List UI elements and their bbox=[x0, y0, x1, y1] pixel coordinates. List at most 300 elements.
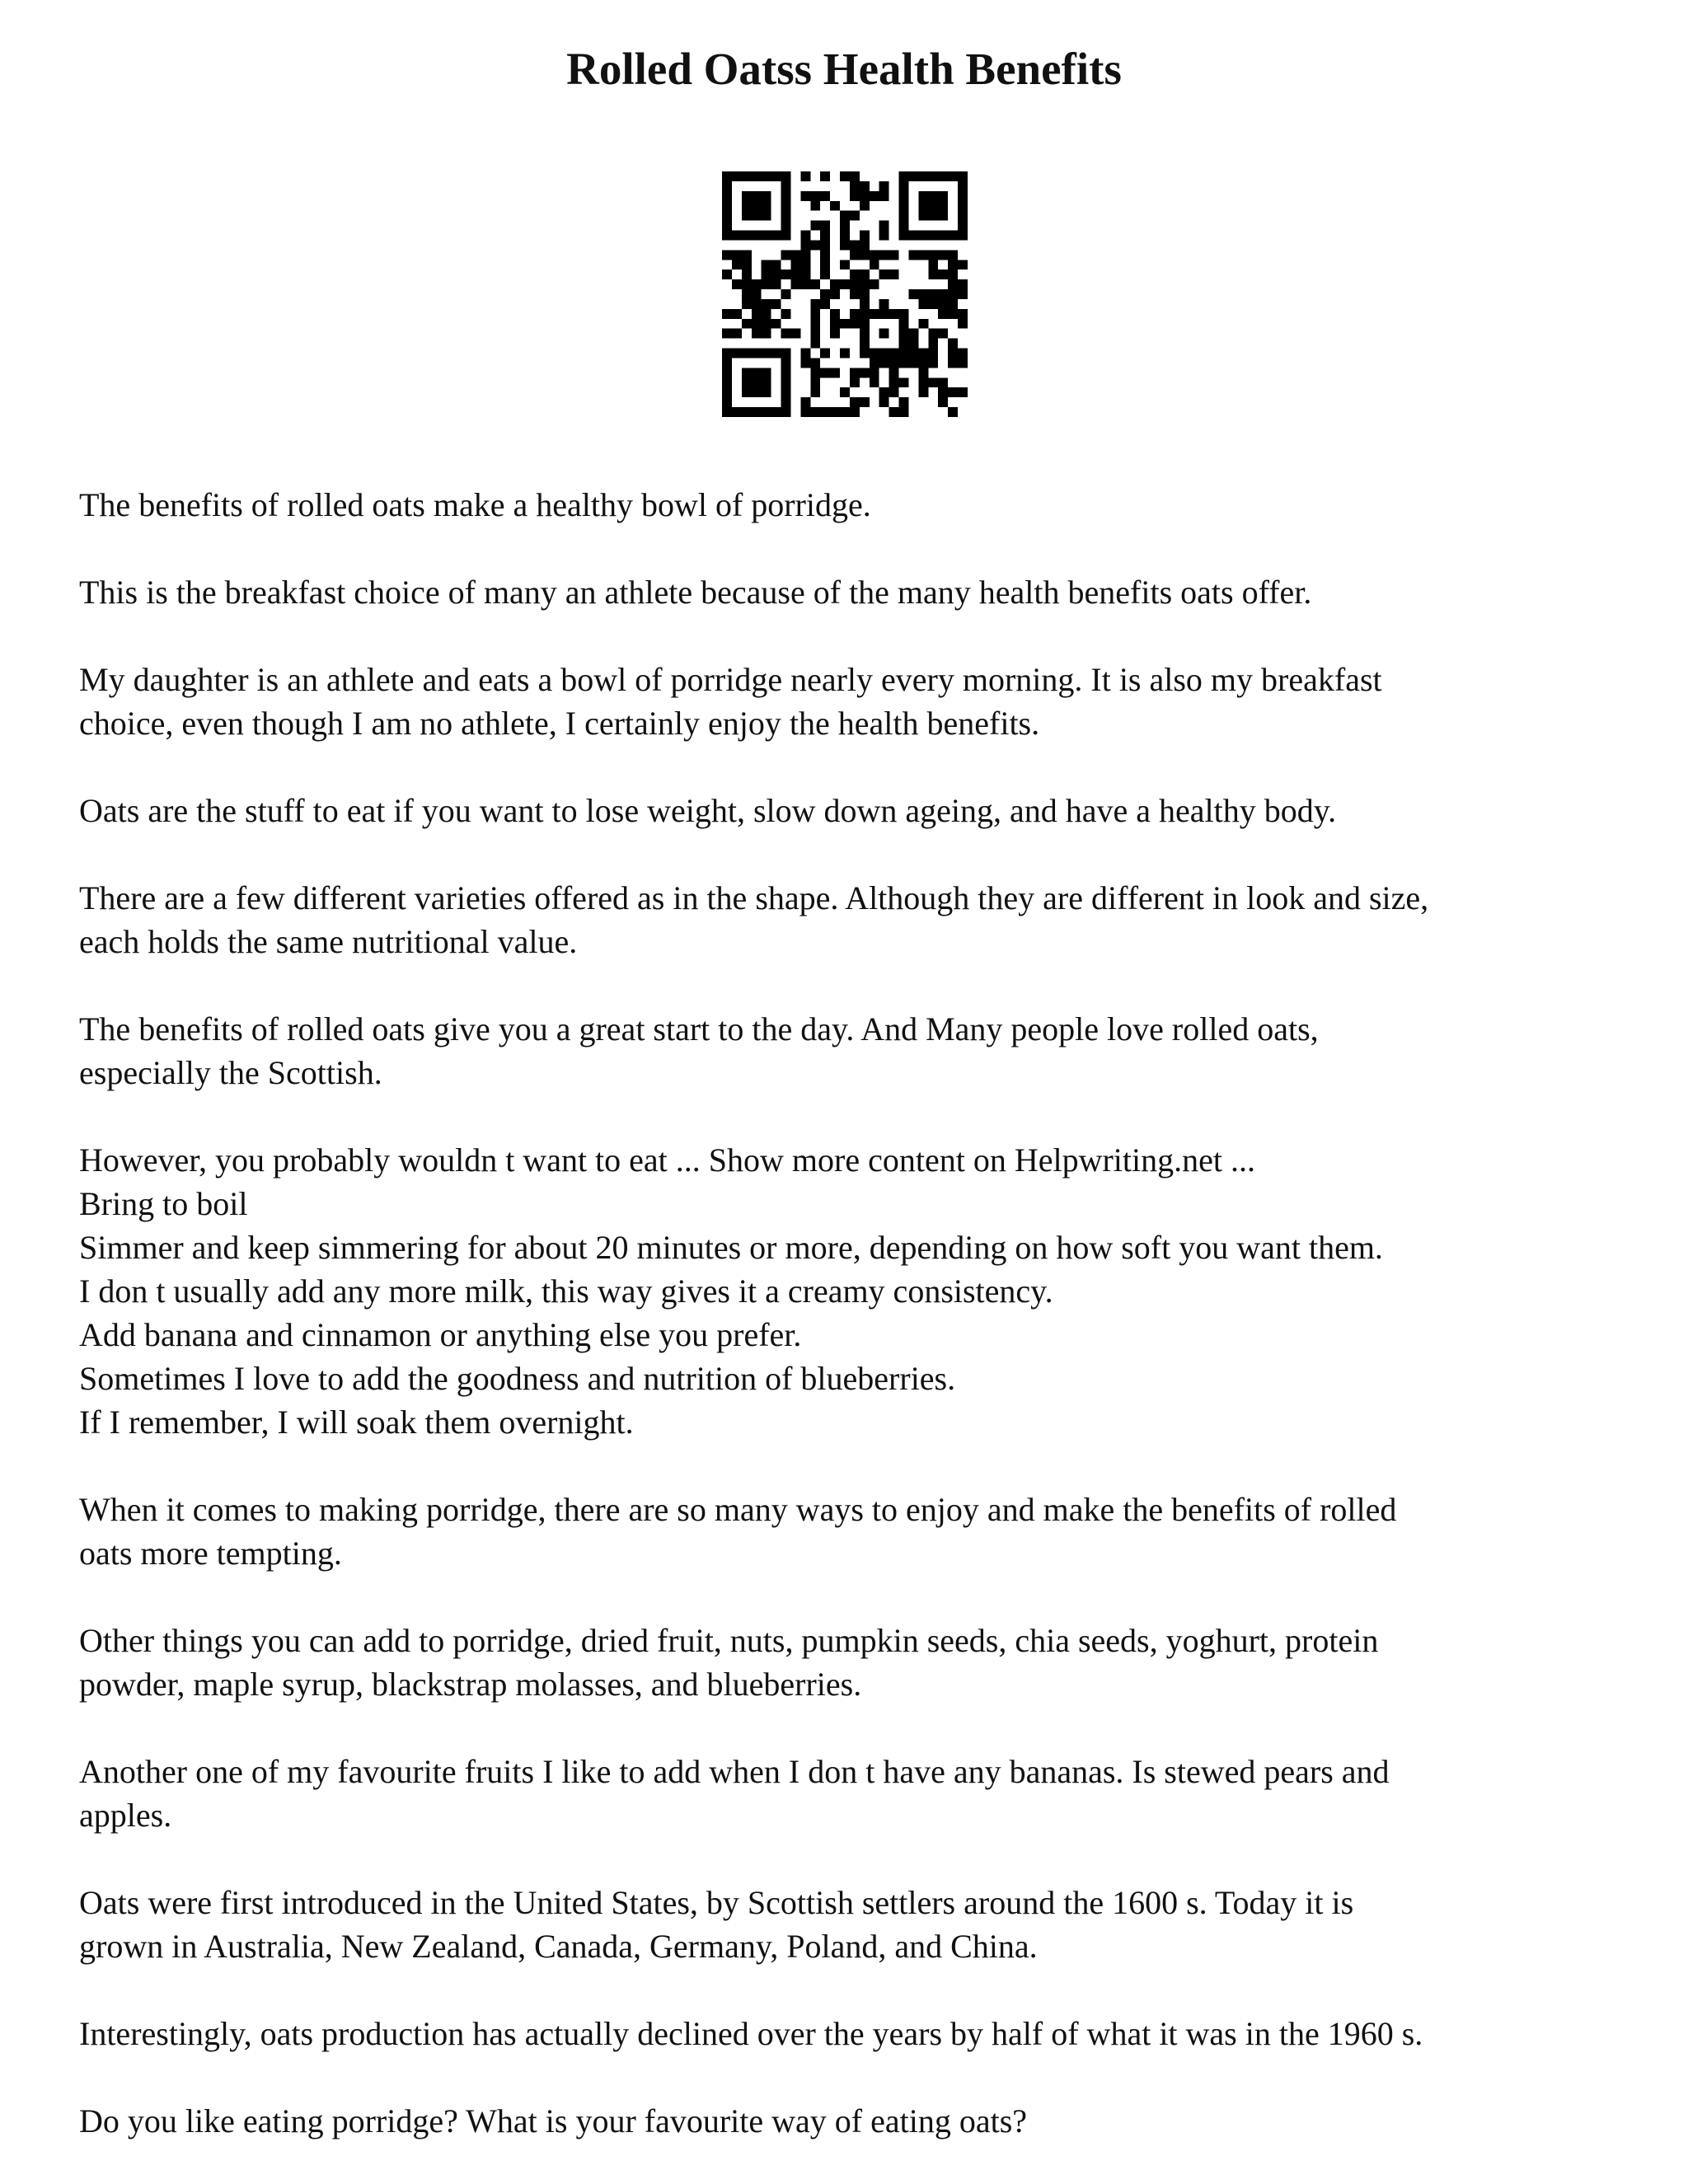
qr-module bbox=[771, 279, 781, 289]
qr-module bbox=[722, 349, 732, 359]
qr-module bbox=[958, 260, 968, 269]
qr-module bbox=[870, 279, 879, 289]
qr-module bbox=[918, 368, 928, 377]
qr-module bbox=[781, 397, 791, 407]
qr-module bbox=[889, 250, 899, 260]
qr-module bbox=[850, 319, 860, 329]
qr-module bbox=[889, 309, 899, 319]
qr-module bbox=[781, 387, 791, 397]
qr-module bbox=[810, 329, 820, 339]
qr-module bbox=[938, 397, 948, 407]
qr-module bbox=[781, 171, 791, 181]
qr-module bbox=[752, 211, 762, 221]
qr-module bbox=[889, 368, 899, 377]
qr-module bbox=[752, 407, 762, 417]
qr-module bbox=[958, 211, 968, 221]
qr-module bbox=[781, 349, 791, 359]
qr-module bbox=[918, 231, 928, 241]
qr-module bbox=[850, 407, 860, 417]
qr-module bbox=[938, 231, 948, 241]
qr-module bbox=[781, 368, 791, 377]
qr-module bbox=[879, 221, 889, 231]
qr-module bbox=[860, 397, 870, 407]
qr-module bbox=[722, 171, 732, 181]
qr-module bbox=[850, 171, 860, 181]
qr-module bbox=[830, 368, 840, 377]
qr-module bbox=[752, 387, 762, 397]
qr-module bbox=[771, 171, 781, 181]
qr-module bbox=[781, 191, 791, 201]
qr-module bbox=[830, 201, 840, 211]
qr-module bbox=[928, 250, 938, 260]
qr-module bbox=[938, 191, 948, 201]
qr-module bbox=[781, 269, 791, 279]
qr-module bbox=[889, 349, 899, 359]
qr-module bbox=[752, 289, 762, 299]
article-body bbox=[79, 483, 1629, 2143]
qr-module bbox=[752, 201, 762, 211]
qr-module bbox=[781, 250, 791, 260]
qr-module bbox=[928, 231, 938, 241]
qr-module bbox=[762, 279, 771, 289]
qr-module bbox=[948, 279, 958, 289]
qr-module bbox=[908, 358, 918, 368]
qr-module bbox=[918, 211, 928, 221]
qr-module bbox=[762, 407, 771, 417]
qr-module bbox=[781, 231, 791, 241]
qr-module bbox=[948, 339, 958, 349]
qr-module bbox=[928, 329, 938, 339]
qr-module bbox=[820, 240, 830, 250]
qr-module bbox=[938, 250, 948, 260]
qr-module bbox=[958, 181, 968, 191]
qr-module bbox=[742, 191, 752, 201]
qr-module bbox=[870, 377, 879, 387]
qr-module bbox=[948, 387, 958, 397]
qr-module bbox=[820, 171, 830, 181]
qr-module bbox=[860, 231, 870, 241]
qr-module bbox=[830, 319, 840, 329]
paragraph: Oats are the stuff to eat if you want to lose weight, slow down ageing, and have a healthy body. bbox=[79, 792, 1337, 829]
qr-module bbox=[820, 260, 830, 269]
qr-module bbox=[948, 358, 958, 368]
qr-module bbox=[840, 221, 850, 231]
qr-module bbox=[722, 201, 732, 211]
qr-module bbox=[889, 407, 899, 417]
qr-module bbox=[752, 377, 762, 387]
qr-module bbox=[732, 407, 742, 417]
qr-module bbox=[742, 250, 752, 260]
qr-module bbox=[800, 260, 810, 269]
qr-module bbox=[860, 299, 870, 309]
qr-module bbox=[860, 339, 870, 349]
qr-module bbox=[850, 269, 860, 279]
qr-module bbox=[958, 201, 968, 211]
qr-module bbox=[908, 329, 918, 339]
qr-module bbox=[722, 368, 732, 377]
qr-module bbox=[918, 319, 928, 329]
qr-module bbox=[850, 309, 860, 319]
qr-module bbox=[850, 377, 860, 387]
qr-module bbox=[732, 171, 742, 181]
qr-module bbox=[781, 407, 791, 417]
qr-module bbox=[762, 260, 771, 269]
qr-module bbox=[771, 349, 781, 359]
qr-module bbox=[722, 407, 732, 417]
qr-module bbox=[899, 329, 909, 339]
qr-module bbox=[860, 191, 870, 201]
qr-module bbox=[879, 231, 889, 241]
qr-module bbox=[948, 250, 958, 260]
qr-module bbox=[762, 349, 771, 359]
qr-module bbox=[790, 269, 800, 279]
qr-module bbox=[762, 387, 771, 397]
qr-module bbox=[722, 211, 732, 221]
qr-module bbox=[810, 407, 820, 417]
qr-module bbox=[742, 201, 752, 211]
qr-module bbox=[870, 309, 879, 319]
qr-module bbox=[800, 349, 810, 359]
qr-module bbox=[870, 260, 879, 269]
qr-module bbox=[820, 368, 830, 377]
qr-module bbox=[752, 349, 762, 359]
qr-module bbox=[722, 231, 732, 241]
qr-module bbox=[850, 250, 860, 260]
qr-module bbox=[762, 191, 771, 201]
qr-module bbox=[850, 240, 860, 250]
qr-module bbox=[771, 260, 781, 269]
qr-module bbox=[820, 269, 830, 279]
qr-module bbox=[800, 397, 810, 407]
qr-module bbox=[938, 171, 948, 181]
qr-module bbox=[820, 349, 830, 359]
qr-module bbox=[722, 191, 732, 201]
qr-module bbox=[762, 309, 771, 319]
qr-module bbox=[830, 309, 840, 319]
qr-module bbox=[810, 279, 820, 289]
qr-module bbox=[899, 181, 909, 191]
qr-module bbox=[800, 407, 810, 417]
qr-module bbox=[928, 299, 938, 309]
qr-module bbox=[889, 358, 899, 368]
qr-module bbox=[948, 349, 958, 359]
qr-module bbox=[742, 299, 752, 309]
qr-module bbox=[928, 171, 938, 181]
qr-module bbox=[879, 358, 889, 368]
qr-module bbox=[810, 309, 820, 319]
paragraph: Oats were first introduced in the United States, by Scottish settlers around the 1600 s. Today it is grown in Australia, New Zealand, Canada, Germany, Poland, and China. bbox=[79, 1884, 1354, 1965]
qr-module bbox=[948, 171, 958, 181]
qr-module bbox=[899, 319, 909, 329]
qr-module bbox=[928, 269, 938, 279]
qr-module bbox=[928, 260, 938, 269]
qr-module bbox=[790, 250, 800, 260]
qr-module bbox=[752, 309, 762, 319]
qr-module bbox=[918, 201, 928, 211]
qr-module bbox=[790, 279, 800, 289]
qr-module bbox=[938, 299, 948, 309]
qr-module bbox=[810, 387, 820, 397]
qr-module bbox=[938, 211, 948, 221]
qr-module bbox=[948, 231, 958, 241]
qr-code-graphic bbox=[722, 171, 968, 417]
qr-module bbox=[879, 349, 889, 359]
qr-module bbox=[958, 279, 968, 289]
qr-module bbox=[928, 349, 938, 359]
qr-module bbox=[840, 319, 850, 329]
qr-module bbox=[771, 407, 781, 417]
qr-module bbox=[918, 358, 928, 368]
qr-module bbox=[742, 387, 752, 397]
qr-module bbox=[899, 171, 909, 181]
qr-module bbox=[908, 231, 918, 241]
qr-module bbox=[928, 201, 938, 211]
qr-module bbox=[879, 309, 889, 319]
qr-module bbox=[958, 319, 968, 329]
qr-module bbox=[732, 329, 742, 339]
qr-module bbox=[948, 299, 958, 309]
qr-module bbox=[781, 289, 791, 299]
qr-module bbox=[860, 201, 870, 211]
qr-module bbox=[742, 368, 752, 377]
qr-module bbox=[781, 221, 791, 231]
qr-module bbox=[860, 279, 870, 289]
qr-module bbox=[742, 260, 752, 269]
qr-module bbox=[840, 211, 850, 221]
qr-module bbox=[879, 250, 889, 260]
qr-module bbox=[958, 231, 968, 241]
qr-module bbox=[781, 377, 791, 387]
qr-module bbox=[908, 349, 918, 359]
qr-module bbox=[752, 299, 762, 309]
qr-module bbox=[908, 289, 918, 299]
qr-module bbox=[722, 309, 732, 319]
qr-module bbox=[899, 309, 909, 319]
qr-module bbox=[742, 319, 752, 329]
qr-module bbox=[752, 279, 762, 289]
qr-module bbox=[879, 269, 889, 279]
qr-module bbox=[860, 289, 870, 299]
qr-module bbox=[850, 181, 860, 191]
qr-module bbox=[762, 377, 771, 387]
qr-module bbox=[899, 397, 909, 407]
qr-module bbox=[810, 368, 820, 377]
qr-module bbox=[742, 269, 752, 279]
qr-module bbox=[928, 358, 938, 368]
qr-module bbox=[722, 377, 732, 387]
qr-module bbox=[948, 309, 958, 319]
qr-module bbox=[732, 250, 742, 260]
qr-module bbox=[860, 269, 870, 279]
qr-module bbox=[850, 211, 860, 221]
qr-module bbox=[908, 250, 918, 260]
qr-module bbox=[918, 171, 928, 181]
qr-module bbox=[752, 329, 762, 339]
paragraph: Interestingly, oats production has actually declined over the years by half of what it was in the 1960 s. bbox=[79, 2015, 1423, 2052]
qr-module bbox=[752, 231, 762, 241]
qr-module bbox=[742, 377, 752, 387]
qr-module bbox=[800, 231, 810, 241]
qr-module bbox=[840, 349, 850, 359]
qr-module bbox=[781, 309, 791, 319]
qr-module bbox=[752, 171, 762, 181]
qr-module bbox=[918, 250, 928, 260]
paragraph: When it comes to making porridge, there are so many ways to enjoy and make the benefits of rolled oats more tempting. bbox=[79, 1491, 1397, 1572]
qr-module bbox=[948, 407, 958, 417]
qr-module bbox=[800, 269, 810, 279]
qr-module bbox=[870, 349, 879, 359]
qr-module bbox=[732, 231, 742, 241]
qr-module bbox=[850, 279, 860, 289]
qr-module bbox=[860, 329, 870, 339]
paragraph: Other things you can add to porridge, dried fruit, nuts, pumpkin seeds, chia seeds, yoghurt, protein powder, maple syrup, blackstrap molasses, and blueberries. bbox=[79, 1622, 1379, 1703]
qr-module bbox=[790, 329, 800, 339]
qr-module bbox=[752, 319, 762, 329]
qr-module bbox=[860, 349, 870, 359]
qr-module bbox=[850, 191, 860, 201]
document-title: Rolled Oatss Health Benefits bbox=[566, 44, 1122, 94]
qr-module bbox=[840, 231, 850, 241]
qr-module bbox=[860, 181, 870, 191]
paragraph: The benefits of rolled oats make a healthy bowl of porridge. bbox=[79, 486, 871, 523]
qr-module bbox=[820, 289, 830, 299]
qr-module bbox=[722, 358, 732, 368]
qr-module bbox=[722, 329, 732, 339]
qr-module bbox=[958, 358, 968, 368]
qr-module bbox=[908, 339, 918, 349]
qr-module bbox=[790, 260, 800, 269]
qr-module bbox=[938, 309, 948, 319]
qr-module bbox=[899, 377, 909, 387]
qr-module bbox=[732, 309, 742, 319]
qr-module bbox=[889, 377, 899, 387]
qr-module bbox=[800, 171, 810, 181]
qr-module bbox=[889, 387, 899, 397]
qr-module bbox=[860, 309, 870, 319]
qr-module bbox=[889, 269, 899, 279]
qr-module bbox=[810, 358, 820, 368]
qr-module bbox=[879, 329, 889, 339]
qr-module bbox=[810, 319, 820, 329]
qr-module bbox=[938, 201, 948, 211]
qr-module bbox=[771, 319, 781, 329]
qr-module bbox=[840, 240, 850, 250]
qr-module bbox=[810, 339, 820, 349]
qr-module bbox=[830, 407, 840, 417]
qr-module bbox=[928, 377, 938, 387]
qr-module bbox=[948, 260, 958, 269]
paragraph: The benefits of rolled oats give you a great start to the day. And Many people love rolled oats, especially the Scottish. bbox=[79, 1010, 1319, 1091]
qr-module bbox=[722, 387, 732, 397]
qr-module bbox=[810, 201, 820, 211]
qr-module bbox=[781, 211, 791, 221]
qr-module bbox=[938, 329, 948, 339]
qr-module bbox=[732, 279, 742, 289]
qr-module bbox=[850, 397, 860, 407]
qr-module bbox=[800, 358, 810, 368]
qr-module bbox=[899, 339, 909, 349]
qr-module bbox=[732, 260, 742, 269]
qr-module bbox=[958, 309, 968, 319]
qr-module bbox=[820, 221, 830, 231]
qr-module bbox=[810, 377, 820, 387]
qr-module bbox=[810, 299, 820, 309]
qr-module bbox=[850, 368, 860, 377]
qr-module bbox=[722, 250, 732, 260]
qr-module bbox=[918, 349, 928, 359]
qr-module bbox=[870, 368, 879, 377]
qr-module bbox=[879, 387, 889, 397]
qr-module bbox=[742, 407, 752, 417]
qr-module bbox=[918, 191, 928, 201]
qr-module bbox=[762, 299, 771, 309]
qr-module bbox=[800, 240, 810, 250]
qr-module bbox=[820, 407, 830, 417]
qr-module bbox=[870, 358, 879, 368]
qr-module bbox=[908, 171, 918, 181]
qr-module bbox=[781, 181, 791, 191]
qr-module bbox=[810, 240, 820, 250]
qr-module bbox=[938, 377, 948, 387]
qr-module bbox=[879, 299, 889, 309]
qr-module bbox=[899, 231, 909, 241]
qr-module bbox=[742, 211, 752, 221]
qr-module bbox=[938, 289, 948, 299]
qr-module bbox=[752, 191, 762, 201]
qr-module bbox=[850, 289, 860, 299]
qr-module bbox=[722, 269, 732, 279]
qr-module bbox=[810, 191, 820, 201]
qr-module bbox=[860, 240, 870, 250]
qr-module bbox=[928, 289, 938, 299]
qr-module bbox=[771, 231, 781, 241]
qr-module bbox=[820, 299, 830, 309]
qr-module bbox=[958, 191, 968, 201]
qr-module bbox=[958, 221, 968, 231]
qr-module bbox=[722, 181, 732, 191]
qr-module bbox=[742, 171, 752, 181]
qr-module bbox=[742, 289, 752, 299]
qr-module bbox=[742, 349, 752, 359]
qr-module bbox=[732, 349, 742, 359]
qr-module bbox=[899, 191, 909, 201]
qr-module bbox=[899, 407, 909, 417]
qr-module bbox=[879, 191, 889, 201]
qr-module bbox=[762, 368, 771, 377]
qr-module bbox=[762, 269, 771, 279]
qr-module bbox=[899, 211, 909, 221]
qr-module bbox=[830, 289, 840, 299]
qr-module bbox=[928, 339, 938, 349]
qr-module bbox=[762, 231, 771, 241]
qr-module bbox=[958, 289, 968, 299]
qr-module bbox=[918, 377, 928, 387]
qr-module bbox=[762, 171, 771, 181]
qr-module bbox=[820, 250, 830, 260]
qr-module bbox=[771, 269, 781, 279]
qr-module bbox=[800, 191, 810, 201]
qr-module bbox=[781, 329, 791, 339]
qr-module bbox=[918, 289, 928, 299]
qr-module bbox=[928, 211, 938, 221]
qr-module bbox=[840, 387, 850, 397]
qr-module bbox=[820, 231, 830, 241]
qr-module bbox=[899, 221, 909, 231]
qr-module bbox=[958, 349, 968, 359]
qr-module bbox=[958, 387, 968, 397]
qr-module bbox=[870, 250, 879, 260]
qr-module bbox=[771, 299, 781, 309]
